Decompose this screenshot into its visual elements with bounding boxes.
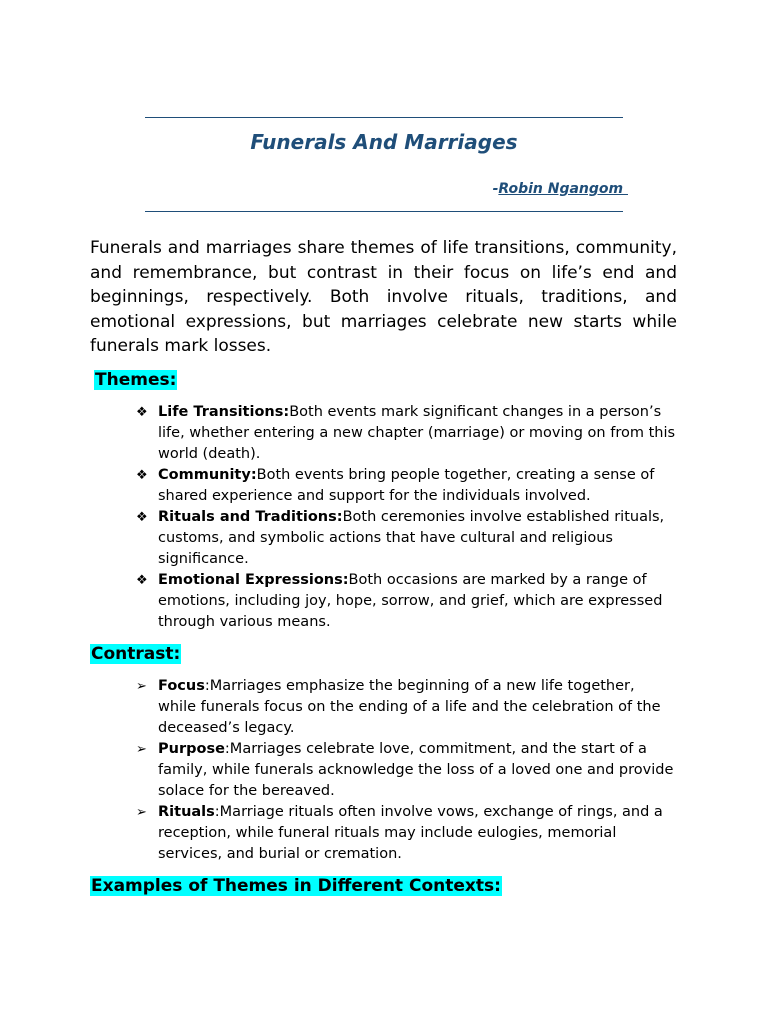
bottom-divider (145, 211, 623, 212)
list-item (0, 465, 768, 507)
contrast-heading-text: Contrast: (91, 644, 181, 664)
contrast-list (0, 676, 768, 865)
item-text: Both events bring people together, creating a sense of shared experience and support for the individuals involved. (158, 467, 655, 504)
list-item (0, 676, 768, 739)
themes-heading-text: Themes: (95, 370, 177, 390)
list-item (0, 739, 768, 802)
list-item (0, 507, 768, 570)
arrow-bullet-icon: ➢ (136, 742, 147, 757)
examples-heading (90, 875, 502, 897)
item-text: Both occasions are marked by a range of emotions, including joy, hope, sorrow, and grief, which are expressed through various means. (158, 572, 663, 630)
item-term: Rituals (158, 804, 215, 820)
item-term: Community: (158, 467, 257, 483)
item-term: Emotional Expressions: (158, 572, 349, 588)
diamond-bullet-icon: ❖ (136, 573, 148, 588)
arrow-bullet-icon: ➢ (136, 679, 147, 694)
examples-heading-text: Examples of Themes in Different Contexts: (91, 876, 501, 896)
item-term: Life Transitions: (158, 404, 290, 420)
diamond-bullet-icon: ❖ (136, 405, 148, 420)
list-item (0, 402, 768, 465)
diamond-bullet-icon: ❖ (136, 510, 148, 525)
author-name: Robin Ngangom (498, 181, 628, 197)
top-divider (145, 117, 623, 118)
item-term: Rituals and Traditions: (158, 509, 343, 525)
author-prefix: - (492, 181, 499, 197)
author-line (493, 181, 628, 197)
list-item (0, 570, 768, 633)
arrow-bullet-icon: ➢ (136, 805, 147, 820)
item-text: :Marriages emphasize the beginning of a new life together, while funerals focus on the ending of a life and the celebration of the deceased’s legacy. (158, 678, 661, 736)
contrast-heading (90, 643, 181, 665)
themes-list (0, 402, 768, 633)
item-term: Focus (158, 678, 205, 694)
item-text: Both ceremonies involve established rituals, customs, and symbolic actions that have cultural and religious significance. (158, 509, 665, 567)
document-title: Funerals And Marriages (250, 130, 518, 154)
item-text: Both events mark significant changes in a person’s life, whether entering a new chapter (marriage) or moving on from this world (death). (158, 404, 676, 462)
item-text: :Marriages celebrate love, commitment, and the start of a family, while funerals acknowledge the loss of a loved one and provide solace for the bereaved. (158, 741, 674, 799)
list-item (0, 802, 768, 865)
intro-paragraph: Funerals and marriages share themes of life transitions, community, and remembrance, but contrast in their focus on life’s end and beginnings, respectively. Both involve rituals, traditions, and emotional expressions, but marriages celebrate new starts while funerals mark losses. (90, 238, 677, 357)
diamond-bullet-icon: ❖ (136, 468, 148, 483)
item-text: :Marriage rituals often involve vows, exchange of rings, and a reception, while funeral rituals may include eulogies, memorial services, and burial or cremation. (158, 804, 663, 862)
themes-heading (94, 369, 177, 391)
item-term: Purpose (158, 741, 225, 757)
